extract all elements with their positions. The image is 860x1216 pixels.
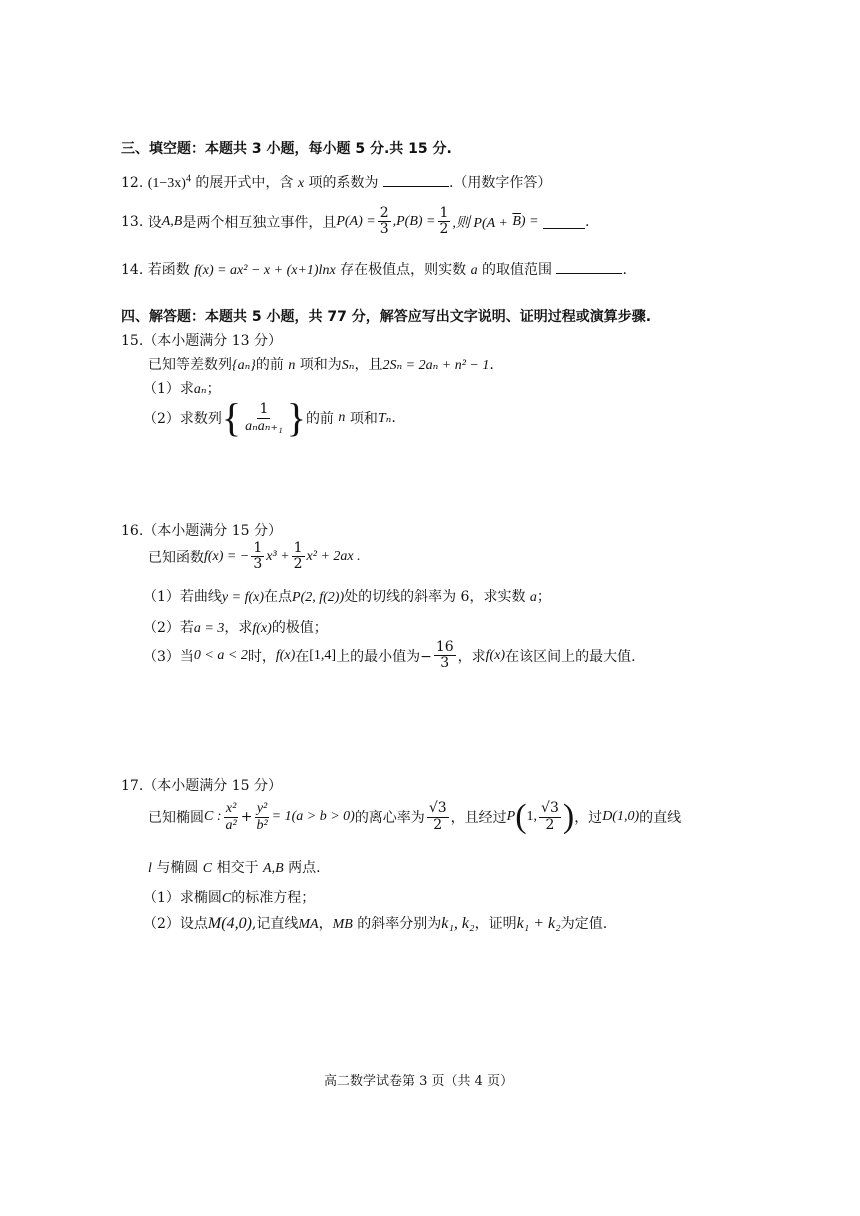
q17-stem-line-2: l 与椭圆 C 相交于 A,B 两点.	[148, 860, 321, 876]
q17-part-1: （1）求椭圆C的标准方程；	[143, 890, 316, 906]
q16-part-1: （1）若曲线y = f(x)在点P(2, f(2))处的切线的斜率为 6，求实数 a；	[143, 589, 551, 605]
q12-text: 的展开式中，含	[195, 175, 294, 191]
section-4-title: 四、解答题：本题共 5 小题，共 77 分，解答应写出文字说明、证明过程或演算步骤.	[121, 309, 652, 325]
q15-part-2: （2）求数列 { $\frac{1}{\text{aₙaₙ₊₁}}$ } 的前 n 项和 Tₙ .	[143, 395, 396, 440]
q13-ask2: ) =	[520, 213, 539, 229]
q12-number: 12.	[121, 175, 144, 191]
q13-pb-lhs: ,P(B) =	[392, 213, 436, 229]
q15-stem: 已知等差数列{aₙ}的前 n 项和为Sₙ，且2Sₙ = 2aₙ + n² − 1.	[148, 357, 494, 373]
q13-ask: ,则 P(A +	[452, 215, 508, 231]
q13-answer-blank[interactable]	[543, 214, 585, 229]
q12-text2: 项的系数为	[308, 175, 379, 191]
q13-text2: 是两个相互独立事件，且	[182, 214, 337, 231]
q16-part-2: （2）若a = 3，求f(x)的极值；	[143, 620, 328, 636]
q13-pa-lhs: P(A) =	[336, 213, 376, 229]
q15-sequence: {aₙ}	[232, 358, 256, 373]
q15-relation: 2Sₙ = 2aₙ + n² − 1	[382, 358, 490, 373]
q14-function: f(x) = ax² − x + (x+1)lnx	[194, 263, 336, 278]
q17-part-2: （2）设点M(4,0),记直线MA，MB 的斜率分别为k₁, k₂，证明k₁ + k₂为定值.	[143, 915, 608, 932]
q14-tail: .	[622, 262, 627, 278]
q14-var: a	[470, 263, 478, 278]
q12-exponent: 4	[185, 173, 191, 185]
q12-tail: .（用数字作答）	[448, 175, 552, 191]
q16-stem: 已知函数 f(x) = − $\frac{1}{3}$ x³ + $\frac{1}{2}$ x² + 2ax .	[148, 540, 361, 573]
section-3-title: 三、填空题：本题共 3 小题，每小题 5 分.共 15 分.	[121, 141, 452, 157]
q14-text: 若函数	[147, 262, 190, 278]
q14-text2: 存在极值点，则实数	[340, 262, 467, 278]
q15-fraction: $\frac{1}{\text{aₙaₙ₊₁}}$	[245, 401, 283, 434]
q17-heading: 17.（本小题满分 15 分）	[121, 778, 282, 794]
page-footer: 高二数学试卷第 3 页（共 4 页）	[324, 1074, 514, 1089]
q14-answer-blank[interactable]	[556, 259, 622, 274]
question-12	[121, 172, 551, 192]
q15-heading: 15.（本小题满分 13 分）	[121, 333, 282, 349]
q15-part-1: （1）求aₙ；	[143, 381, 221, 397]
q12-expr: (1−3x)	[147, 176, 186, 191]
q13-number: 13.	[121, 213, 144, 230]
q13-events: A,B	[161, 213, 183, 229]
q16-part-3: （3）当 0 < a < 2 时， f(x) 在 [1,4] 上的最小值为− $\frac{16}{3}$ ，求 f(x) 在该区间上的最大值.	[143, 639, 636, 672]
q12-var: x	[297, 176, 305, 191]
q12-answer-blank[interactable]	[383, 172, 449, 187]
q14-text3: 的取值范围	[482, 262, 553, 278]
question-13	[121, 206, 589, 238]
q13-pb-fraction: $\frac{1}{2}$	[439, 205, 449, 238]
q14-number: 14.	[121, 262, 144, 278]
q13-tail: .	[584, 213, 590, 230]
q13-b-complement: $\overline{B}$	[512, 213, 521, 229]
q13-pa-fraction: $\frac{2}{3}$	[379, 205, 389, 238]
question-14	[121, 259, 627, 279]
q13-text: 设	[147, 214, 162, 231]
q17-stem: 已知椭圆 C : $\frac{\text{x²}}{\text{a²}}$ + $\frac{\text{y²}}{\text{b²}}$ = 1(a > b > 0) 的离心率为 $\frac{√3}{2}$ ，且经过 P ( 1, $\frac{√3}{2}$ ) ，过 D(1,0) 的直线	[148, 798, 682, 835]
q16-heading: 16.（本小题满分 15 分）	[121, 523, 282, 539]
